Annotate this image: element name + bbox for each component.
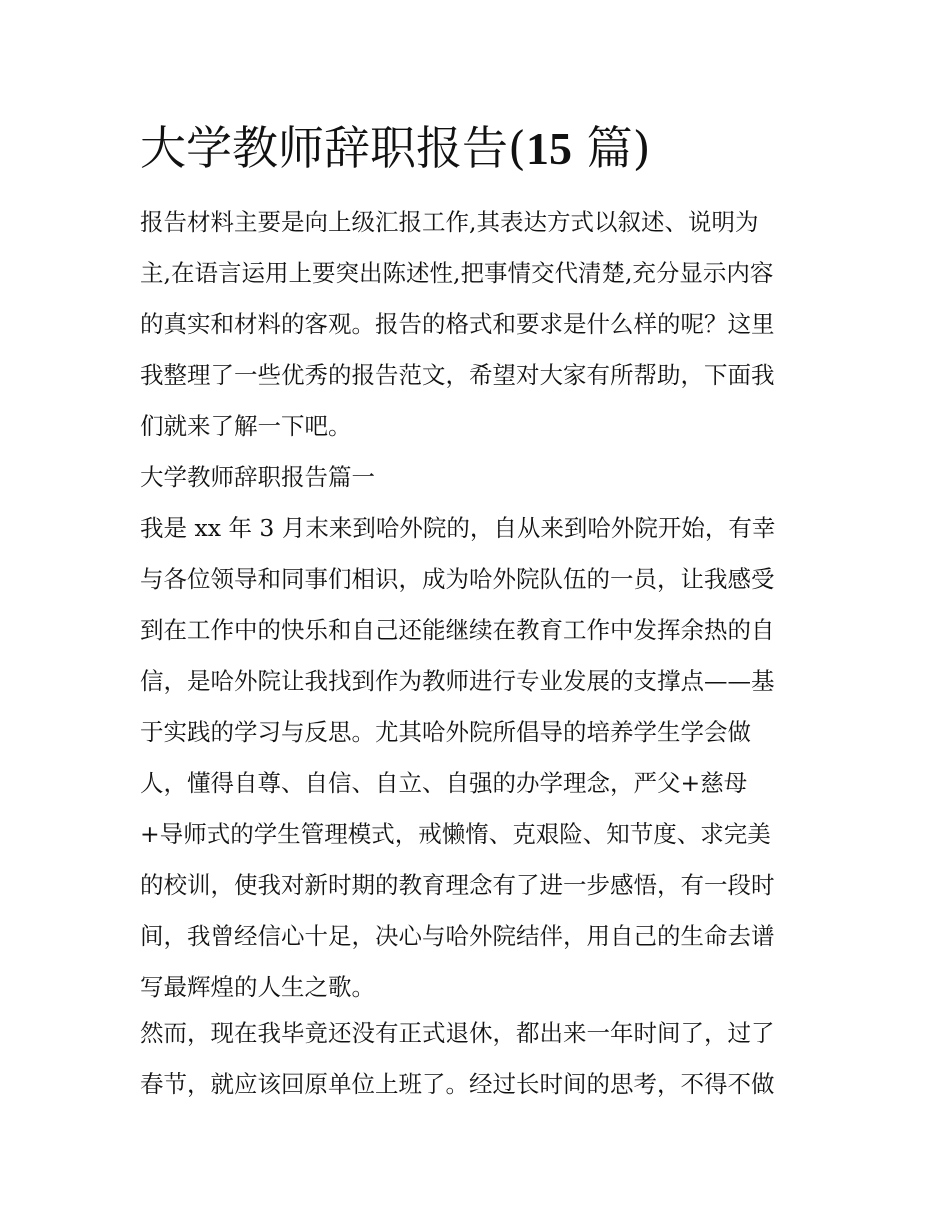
- intro-line: 报告材料主要是向上级汇报工作,其表达方式以叙述、说明为: [140, 208, 759, 236]
- section-line: 的校训，使我对新时期的教育理念有了进一步感悟，有一段时: [140, 871, 775, 899]
- closing-paragraph: [140, 1008, 840, 1110]
- section-line: 写最辉煌的人生之歌。: [140, 973, 375, 1001]
- section-line: 间，我曾经信心十足，决心与哈外院结伴，用自己的生命去谱: [140, 922, 775, 950]
- section-heading-text: 大学教师辞职报告篇一: [140, 463, 375, 491]
- closing-line: 春节，就应该回原单位上班了。经过长时间的思考，不得不做: [140, 1070, 775, 1098]
- intro-line: 主,在语言运用上要突出陈述性,把事情交代清楚,充分显示内容: [140, 259, 774, 287]
- intro-line: 们就来了解一下吧。: [140, 412, 352, 440]
- section-line: +导师式的学生管理模式，戒懒惰、克艰险、知节度、求完美: [140, 820, 771, 848]
- section-line: 人，懂得自尊、自信、自立、自强的办学理念，严父+慈母: [140, 769, 748, 797]
- section-line: 于实践的学习与反思。尤其哈外院所倡导的培养学生学会做: [140, 718, 751, 746]
- intro-line: 我整理了一些优秀的报告范文，希望对大家有所帮助，下面我: [140, 361, 775, 389]
- intro-paragraph: [140, 197, 840, 452]
- title-suffix: 篇): [571, 121, 651, 175]
- document-title: [140, 118, 840, 179]
- section-line: 与各位领导和同事们相识，成为哈外院队伍的一员，让我感受: [140, 565, 775, 593]
- title-main: 大学教师辞职报告(: [140, 121, 526, 175]
- section-line: 到在工作中的快乐和自己还能继续在教育工作中发挥余热的自: [140, 616, 775, 644]
- section-heading: [140, 452, 840, 503]
- section-line: 信，是哈外院让我找到作为教师进行专业发展的支撑点——基: [140, 667, 775, 695]
- intro-line: 的真实和材料的客观。报告的格式和要求是什么样的呢？这里: [140, 310, 775, 338]
- section-line: 我是 xx 年 3 月末来到哈外院的，自从来到哈外院开始，有幸: [140, 514, 776, 542]
- title-count: 15: [525, 123, 572, 174]
- section-paragraph: [140, 503, 840, 1013]
- closing-line: 然而，现在我毕竟还没有正式退休，都出来一年时间了，过了: [140, 1019, 775, 1047]
